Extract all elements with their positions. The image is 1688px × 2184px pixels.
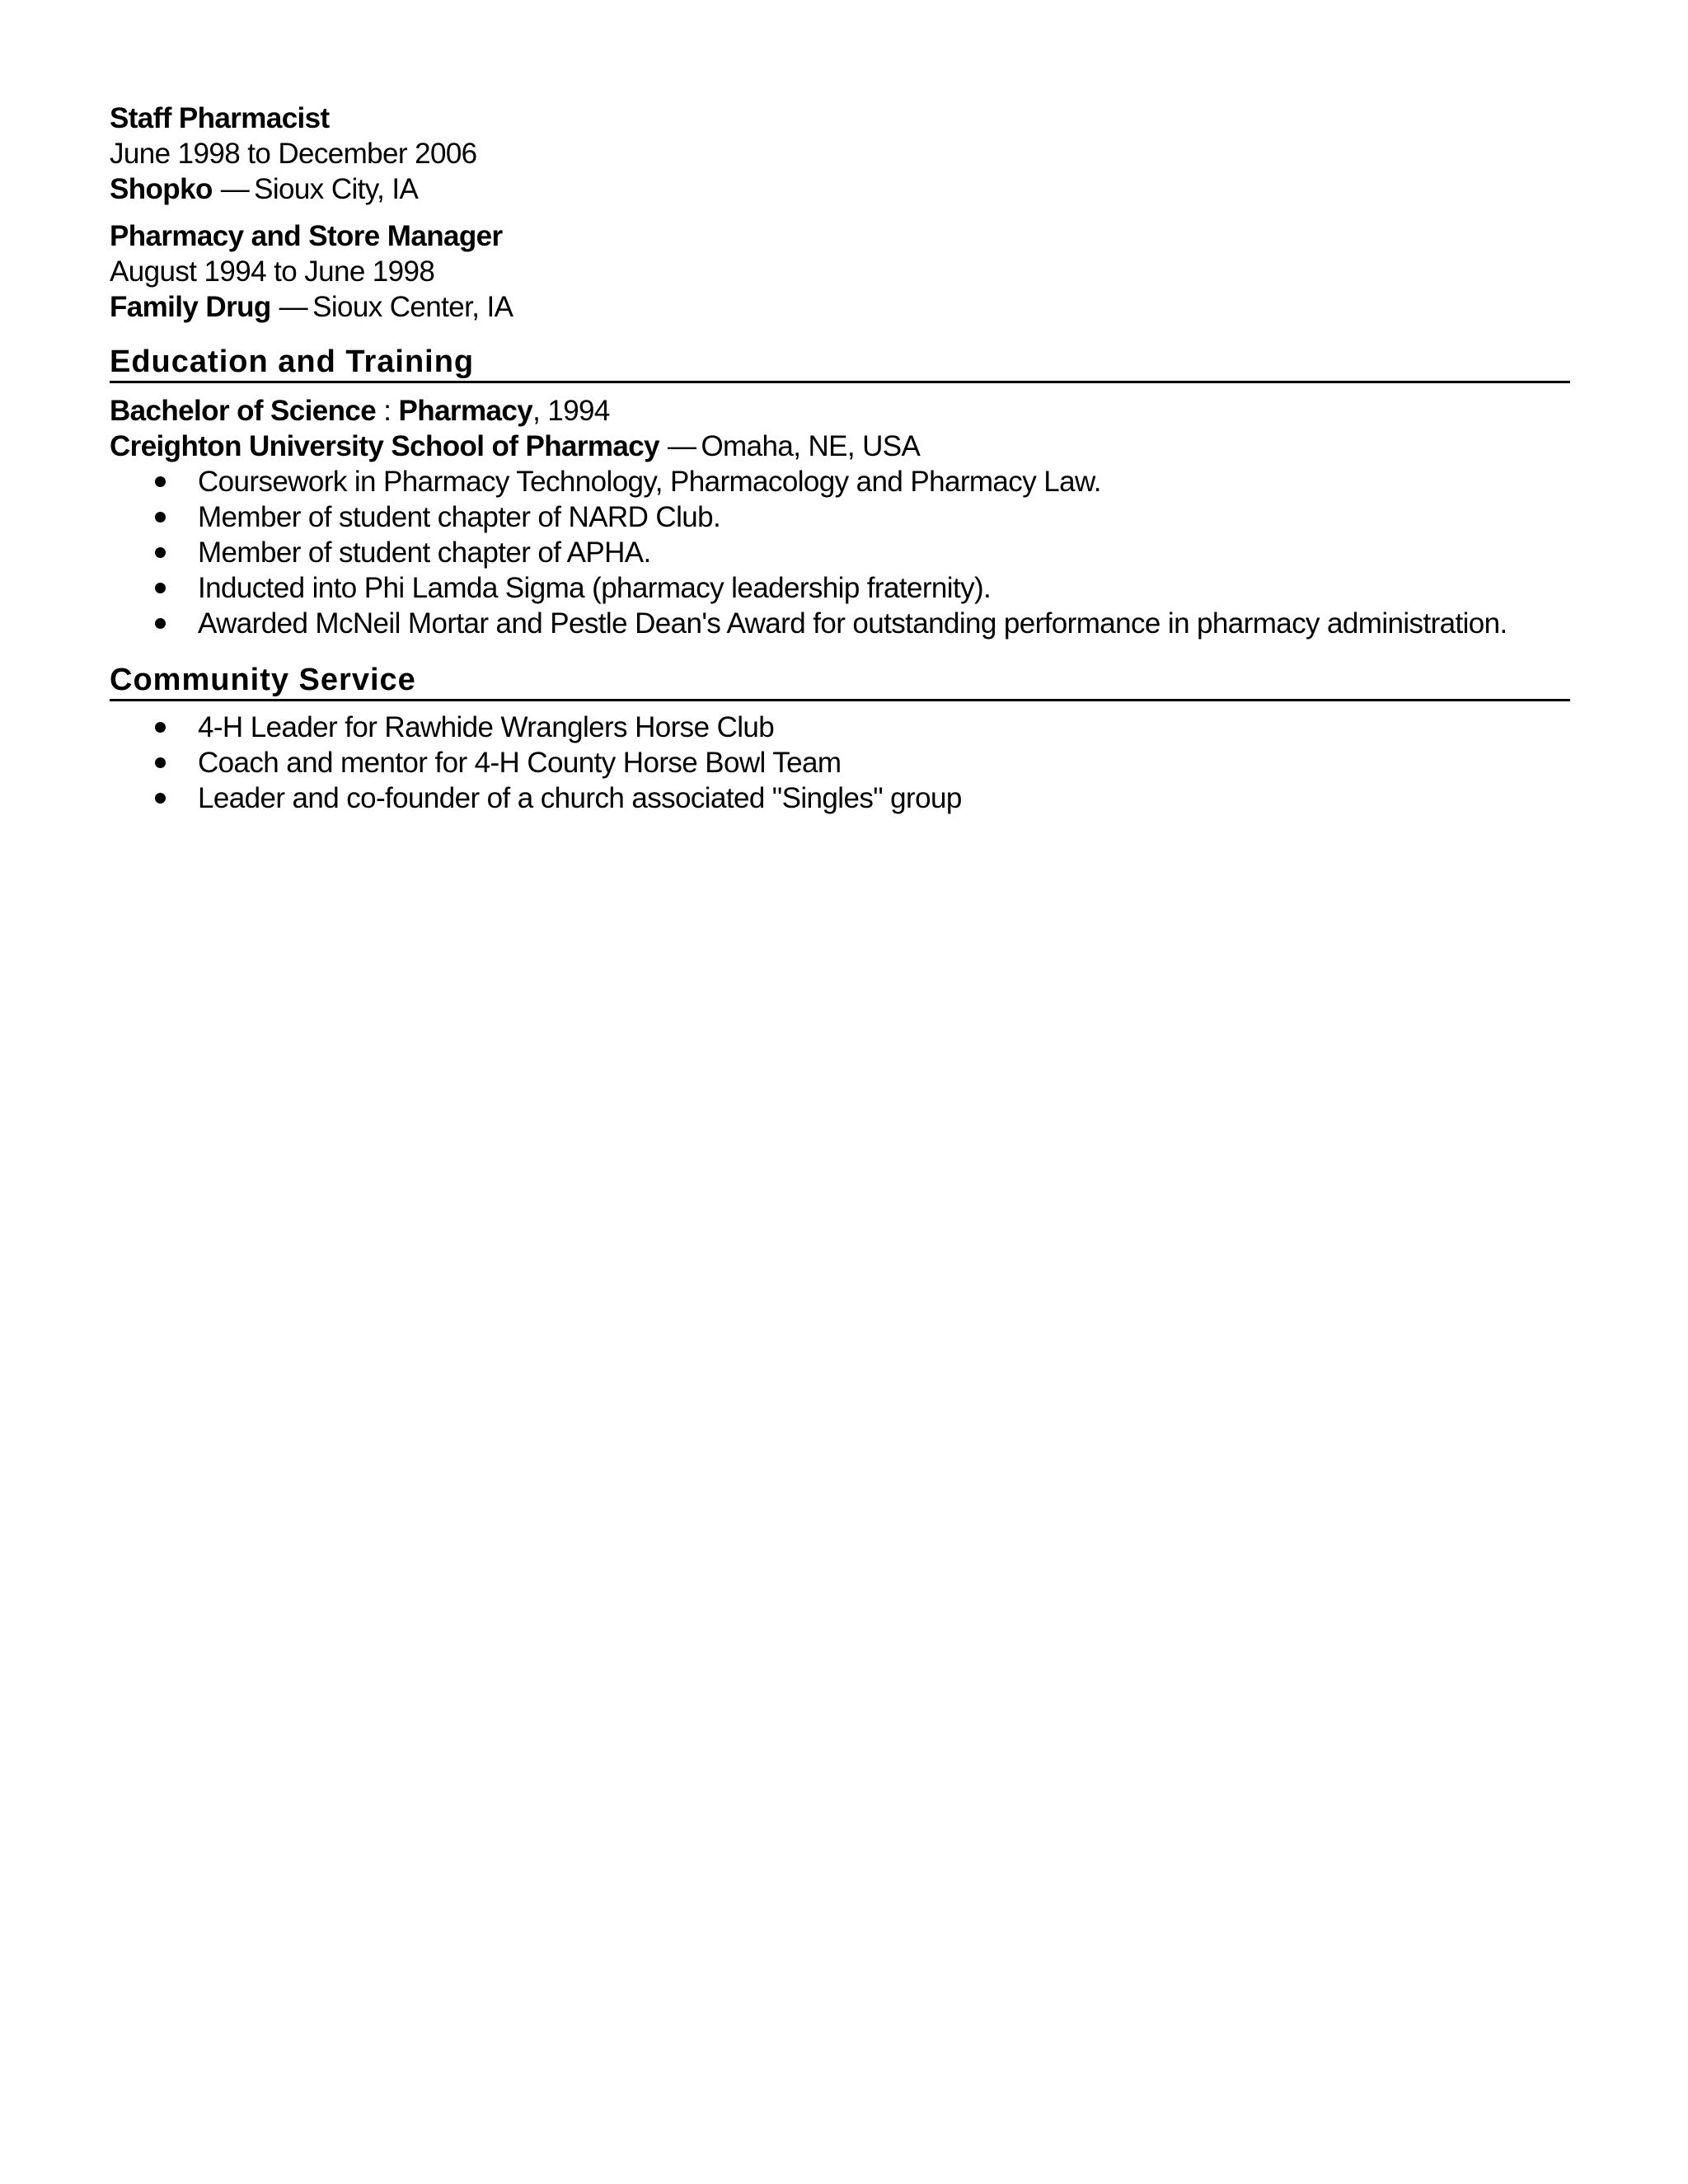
dash-separator: — (220, 173, 250, 205)
school-name: Creighton University School of Pharmacy (110, 430, 660, 462)
employer-location: Sioux Center, IA (312, 291, 513, 323)
employer-location: Sioux City, IA (254, 173, 419, 205)
list-item: Coach and mentor for 4-H County Horse Bowl Team (110, 745, 1570, 780)
list-item: Inducted into Phi Lamda Sigma (pharmacy leadership fraternity). (110, 570, 1570, 606)
job-dates: August 1994 to June 1998 (110, 255, 435, 288)
list-item: Awarded McNeil Mortar and Pestle Dean's Award for outstanding performance in pharmacy administration. (110, 606, 1570, 641)
education-bullet-list (110, 464, 1570, 641)
job-employer-line (110, 289, 1570, 325)
list-item: Member of student chapter of APHA. (110, 535, 1570, 570)
community-bullet-list (110, 710, 1570, 816)
list-item: Leader and co-founder of a church associated "Singles" group (110, 780, 1570, 816)
degree-separator: : (376, 395, 399, 427)
degree-year: , 1994 (532, 395, 610, 427)
degree-name: Bachelor of Science (110, 395, 377, 427)
employer-name: Shopko (110, 173, 213, 205)
bullet-icon (155, 583, 166, 593)
employer-name: Family Drug (110, 291, 271, 323)
bullet-icon (155, 512, 166, 523)
dash-separator: — (668, 430, 696, 462)
dash-separator: — (279, 291, 308, 323)
experience-entry-store-manager (110, 218, 1570, 325)
experience-entry-staff-pharmacist (110, 101, 1570, 207)
list-item: Member of student chapter of NARD Club. (110, 499, 1570, 535)
degree-field: Pharmacy (398, 395, 533, 427)
job-dates: June 1998 to December 2006 (110, 138, 477, 170)
job-title: Pharmacy and Store Manager (110, 220, 503, 252)
bullet-icon (155, 757, 166, 768)
degree-line (110, 393, 1570, 429)
bullet-icon (155, 618, 166, 629)
list-item: 4-H Leader for Rawhide Wranglers Horse Club (110, 710, 1570, 745)
bullet-icon (155, 476, 166, 487)
section-heading-community: Community Service (110, 661, 1570, 701)
list-item: Coursework in Pharmacy Technology, Pharmacology and Pharmacy Law. (110, 464, 1570, 499)
resume-page (110, 101, 1570, 816)
job-employer-line (110, 171, 1570, 207)
job-title: Staff Pharmacist (110, 102, 330, 134)
bullet-icon (155, 793, 166, 804)
bullet-icon (155, 722, 166, 733)
school-location: Omaha, NE, USA (701, 430, 921, 462)
school-line (110, 429, 1570, 464)
education-entry (110, 393, 1570, 641)
section-heading-education: Education and Training (110, 343, 1570, 383)
bullet-icon (155, 547, 166, 558)
